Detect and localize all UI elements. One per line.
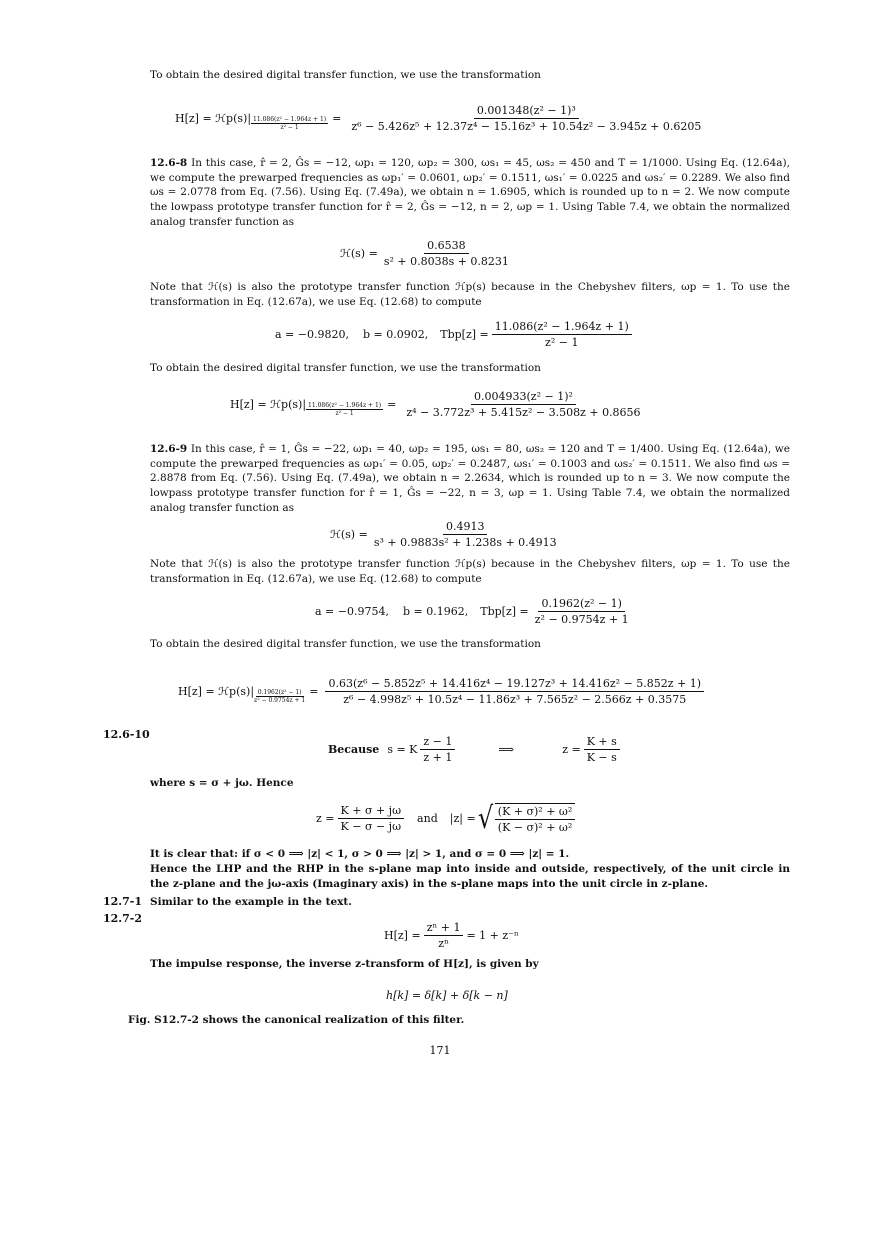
- eq2-numerator: 0.6538: [424, 239, 469, 254]
- problem-label: 12.6-9: [150, 443, 188, 455]
- note-paragraph-2: Note that ℋ(s) is also the prototype transfer function ℋp(s) because in the Chebyshev filters, ωp = 1. To use the transformation in Eq. (12.67a), we use Eq. (12.68) to compute: [150, 558, 790, 585]
- equation-tbp-2: [315, 597, 635, 626]
- page-number: 171: [429, 1044, 451, 1057]
- eq8-abs-numerator: (K + σ)² + ω²: [495, 805, 576, 820]
- eq9-denominator: zⁿ: [438, 937, 449, 950]
- solution-12-6-8: [150, 156, 790, 230]
- eq3-a: a = −0.9820,: [275, 328, 349, 341]
- where-line: where s = σ + jω. Hence: [150, 777, 294, 789]
- mapping-statement: Hence the LHP and the RHP in the s-plane map into inside and outside, respectively, of the unit circle in the z-plane and the jω-axis (Imaginary axis) in the s-plane maps into the unit circle in z-plane.: [150, 863, 790, 890]
- impulse-statement: The impulse response, the inverse z-transform of H[z], is given by: [150, 958, 539, 970]
- equation-h-z-order4: H[z] = ℋp(s)| $\frac{\text{11.086(z² − 1.964z + 1)}}{\text{z² − 1}}$ = $\frac{\text{0.004933(z² − 1)²}}{\text{z⁴ − 3.772z³ + 5.415z² − 3.508z + 0.8656}}$: [230, 390, 647, 419]
- eq3-denominator: z² − 1: [545, 336, 579, 349]
- eq6-a: a = −0.9754,: [315, 605, 389, 618]
- equation-h-z-order6-bandpass: H[z] = ℋp(s)| $\frac{\text{0.1962(z² − 1)}}{\text{z² − 0.9754z + 1}}$ = 0.63(z⁶ − 5.852z⁵ + 14.416z⁴ − 19.127z³ + 14.416z² − 5.852z + 1) z⁶ − 4.998z⁵ + 10.5z⁴ − 11.86z³ + 7.565z² − 2.566z + 0.3575: [178, 677, 707, 706]
- clear-statement: It is clear that: if σ < 0 ⟹ |z| < 1, σ > 0 ⟹ |z| > 1, and σ = 0 ⟹ |z| = 1.: [150, 848, 570, 860]
- eq3-numerator: 11.086(z² − 1.964z + 1): [492, 320, 632, 335]
- eq1-sub-num: 11.086(z² − 1.964z + 1): [253, 116, 327, 123]
- eq3-lhs: Tbp[z] =: [440, 328, 489, 341]
- eq3-b: b = 0.0902,: [362, 328, 429, 341]
- figure-reference: Fig. S12.7-2 shows the canonical realization of this filter.: [128, 1014, 465, 1026]
- problem-label-12-6-10: 12.6-10: [103, 728, 150, 741]
- eq2-denominator: s² + 0.8038s + 0.8231: [383, 255, 509, 268]
- intro-paragraph-1: To obtain the desired digital transfer function, we use the transformation: [150, 69, 541, 81]
- eq7-numerator: 0.63(z⁶ − 5.852z⁵ + 14.416z⁴ − 19.127z³ + 14.416z² − 5.852z + 1): [325, 677, 704, 692]
- eq8-z-denominator: K − σ − jω: [340, 820, 402, 833]
- eq6-numerator: 0.1962(z² − 1): [538, 597, 625, 612]
- equation-h-s-order2: [340, 239, 515, 268]
- eq7-lhs: H[z] = ℋp(s)|: [178, 685, 255, 698]
- solution-12-7-1: Similar to the example in the text.: [150, 896, 352, 908]
- eq6-b: b = 0.1962,: [402, 605, 469, 618]
- equation-tbp-1: [275, 320, 635, 349]
- eq5-denominator: s³ + 0.9883s² + 1.238s + 0.4913: [373, 536, 557, 549]
- eq2-lhs: ℋ(s) =: [340, 247, 378, 260]
- s-equals: s = K: [387, 743, 418, 756]
- eq8-z-lhs: z =: [316, 812, 335, 825]
- solution-12-6-9: [150, 442, 790, 516]
- eq7-sub-num: 0.1962(z² − 1): [257, 689, 302, 696]
- eq4-denominator: z⁴ − 3.772z³ + 5.415z² − 3.508z + 0.8656: [406, 406, 641, 419]
- z-numerator: K + s: [584, 735, 620, 750]
- eq1-denominator: z⁶ − 5.426z⁵ + 12.37z⁴ − 15.16z³ + 10.54z² − 3.945z + 0.6205: [351, 120, 702, 133]
- problem-label-12-7-2: 12.7-2: [103, 912, 143, 925]
- equation-impulse-response: h[k] = δ[k] + δ[k − n]: [386, 989, 508, 1002]
- eq1-sub-den: z² − 1: [280, 124, 299, 131]
- eq5-lhs: ℋ(s) =: [330, 528, 368, 541]
- z-denominator: K − s: [586, 751, 617, 764]
- because-label: Because: [328, 743, 380, 756]
- eq4-lhs: H[z] = ℋp(s)|: [230, 398, 307, 411]
- equation-h-s-order3: [330, 520, 563, 549]
- eq4-numerator: 0.004933(z² − 1)²: [471, 390, 576, 405]
- eq8-and: and: [417, 812, 438, 825]
- solution-text: In this case, r̂ = 1, Ĝs = −22, ωp₁ = 40, ωp₂ = 195, ωs₁ = 80, ωs₂ = 120 and T = 1/400. Using Eq. (12.64a), we compute the prewarped frequencies as ωp₁′ = 0.05, ωp₂′ = 0.2487, ωs₁′ = 0.1003 and ωs₂′ = 0.1511. We also find ωs = 2.8878 from Eq. (7.56). Using Eq. (7.49a), we obtain n = 2.2634, which is rounded up to n = 3. We now compute the lowpass prototype transfer function for r̂ = 1, Ĝs = −22, n = 3, ωp = 1. Using Table 7.4, we obtain the normalized analog transfer function as: [150, 443, 791, 514]
- intro-paragraph-2: To obtain the desired digital transfer function, we use the transformation: [150, 362, 541, 374]
- eq1-lhs: H[z] = ℋp(s)|: [175, 112, 252, 125]
- s-numerator: z − 1: [420, 735, 455, 750]
- eq8-abs-lhs: |z| =: [449, 812, 476, 825]
- equation-h-z-order6: H[z] = ℋp(s)| $\frac{\text{11.086(z² − 1.964z + 1)}}{\text{z² − 1}}$ = $\frac{\text{0.001348(z² − 1)³}}{\text{z⁶ − 5.426z⁵ + 12.37z⁴ − 15.16z³ + 10.54z² − 3.945z + 0.6205}}$: [175, 104, 707, 133]
- eq6-denominator: z² − 0.9754z + 1: [534, 613, 629, 626]
- eq1-numerator: 0.001348(z² − 1)³: [474, 104, 579, 119]
- problem-label: 12.6-8: [150, 157, 188, 169]
- equation-bilinear: [328, 735, 623, 764]
- eq6-lhs: Tbp[z] =: [480, 605, 529, 618]
- eq8-abs-denominator: (K − σ)² + ω²: [497, 821, 573, 834]
- z-equals: z =: [562, 743, 581, 756]
- eq9-numerator: zⁿ + 1: [424, 921, 464, 936]
- eq7-denominator: z⁶ − 4.998z⁵ + 10.5z⁴ − 11.86z³ + 7.565z² − 2.566z + 0.3575: [343, 693, 687, 706]
- eq5-numerator: 0.4913: [443, 520, 488, 535]
- equation-h-z-comb: [384, 921, 519, 950]
- implies-arrow: ⟹: [498, 743, 515, 756]
- eq9-lhs: H[z] =: [384, 929, 421, 942]
- eq7-sub-den: z² − 0.9754z + 1: [254, 697, 306, 704]
- equation-z-magnitude: [316, 800, 575, 836]
- solution-text: In this case, r̂ = 2, Ĝs = −12, ωp₁ = 120, ωp₂ = 300, ωs₁ = 45, ωs₂ = 450 and T = 1/1000. Using Eq. (12.64a), we compute the prewarped frequencies as ωp₁′ = 0.0601, ωp₂′ = 0.1511, ωs₁′ = 0.0225 and ωs₂′ = 0.2289. We also find ωs = 2.0778 from Eq. (7.56). Using Eq. (7.49a), we obtain n = 1.6905, which is rounded up to n = 2. We now compute the lowpass prototype transfer function for r̂ = 2, Ĝs = −12, n = 2, ωp = 1. Using Table 7.4, we obtain the normalized analog transfer function as: [150, 157, 790, 228]
- eq9-rhs: = 1 + z⁻ⁿ: [466, 929, 519, 942]
- eq8-z-numerator: K + σ + jω: [338, 804, 405, 819]
- square-root: √ $\frac{\text{(K + σ)² + ω²}}{\text{(K − σ)² + ω²}}$: [476, 803, 576, 834]
- eq4-sub-num: 11.086(z² − 1.964z + 1): [308, 402, 382, 409]
- s-denominator: z + 1: [423, 751, 453, 764]
- intro-paragraph-3: To obtain the desired digital transfer function, we use the transformation: [150, 638, 541, 650]
- problem-label-12-7-1: 12.7-1: [103, 895, 143, 908]
- eq4-sub-den: z² − 1: [335, 410, 354, 417]
- note-paragraph-1: Note that ℋ(s) is also the prototype transfer function ℋp(s) because in the Chebyshev filters, ωp = 1. To use the transformation in Eq. (12.67a), we use Eq. (12.68) to compute: [150, 281, 790, 308]
